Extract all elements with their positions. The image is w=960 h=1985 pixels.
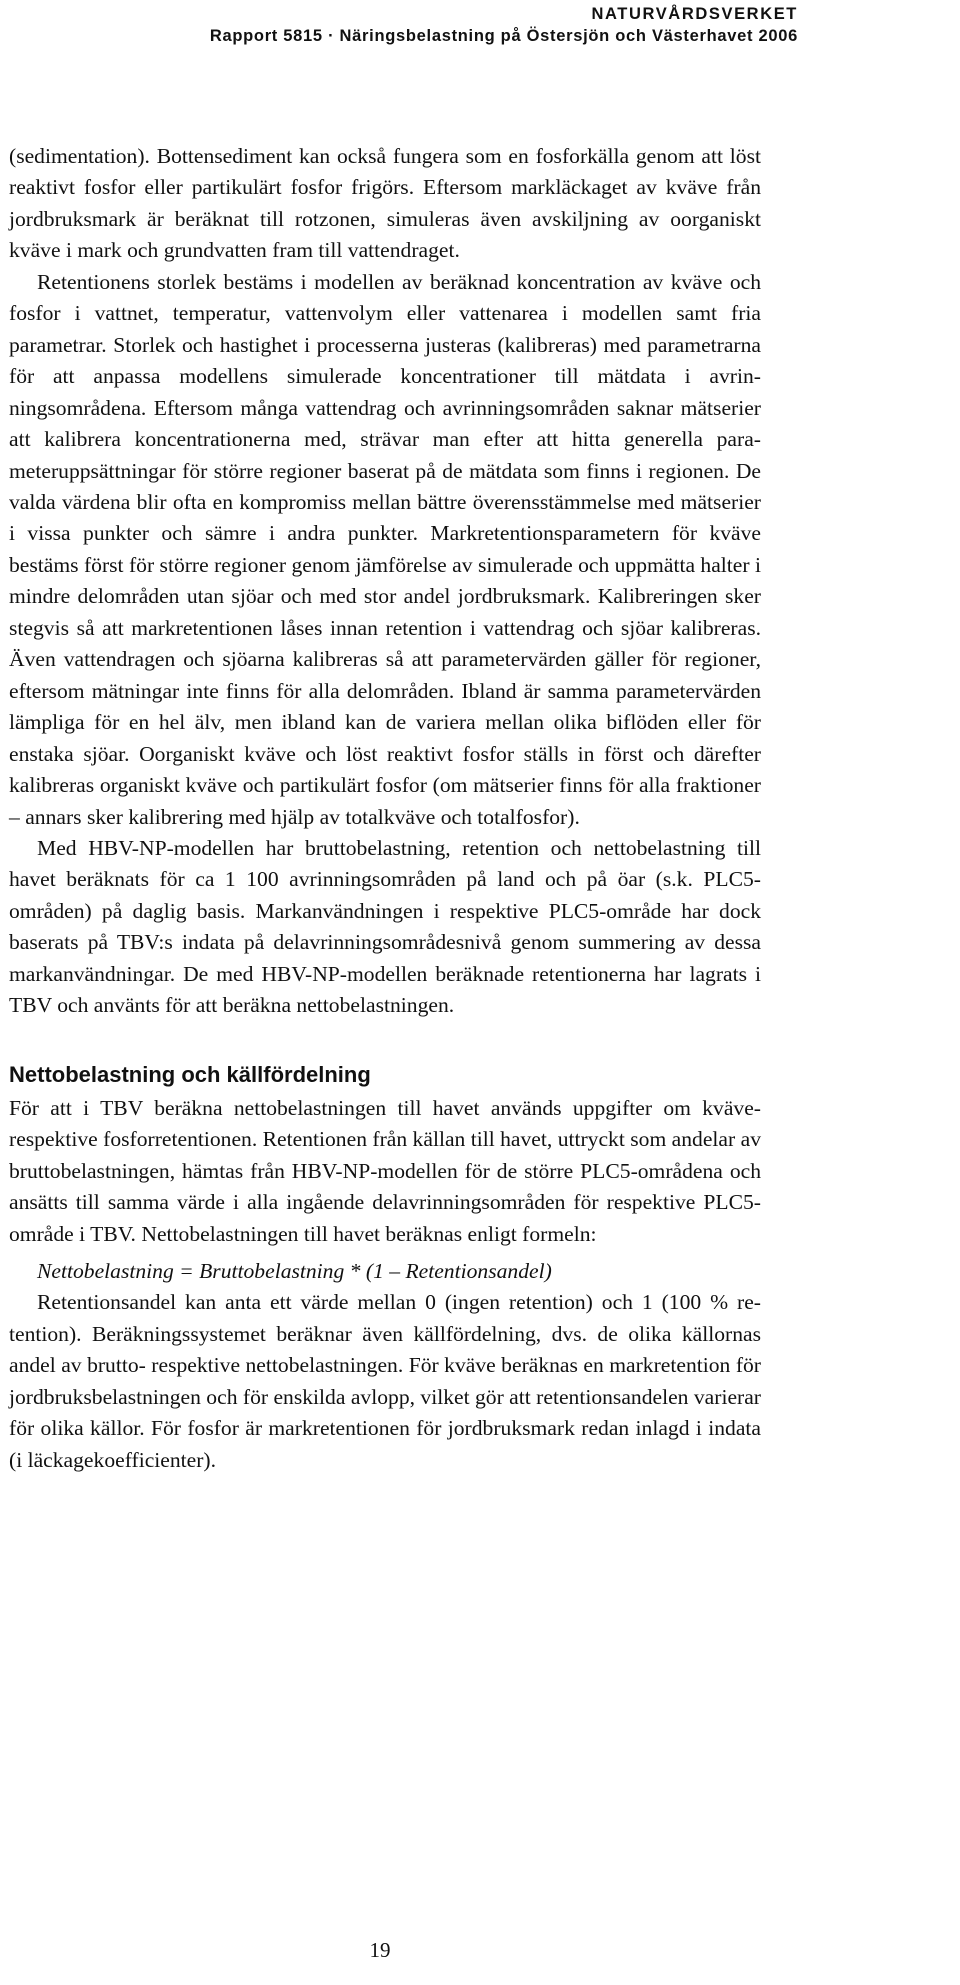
net-load-formula: Nettobelastning = Bruttobelastning * (1 – Retentionsandel) (37, 1258, 552, 1283)
paragraph-hbv-np-model: Med HBV-NP-modellen har bruttobelastning, retention och nettobelastning till havet beräknats för ca 1 100 avrinningsområden på land och på öar (s.k. PLC5-områden) på daglig basis. Markanvändningen i respektive PLC5-område har dock baserats på TBV:s indata på delavrinningsområdesnivå genom summering av dessa markanvändningar. De med HBV-NP-modellen beräknade retentionerna har lagrats i TBV och använts för att beräkna nettobelastningen. (9, 835, 761, 1018)
paragraph-net-load-intro: För att i TBV beräkna nettobelastningen till havet används uppgifter om kväve-respektive fosforretentionen. Retentionen från källan till havet, uttryckt som andelar av bruttobelastningen, hämtas från HBV-NP-modellen för de större PLC5-områdena och ansätts till samma värde i alla ingående delavrinningsområden för respektive PLC5-område i TBV. Nettobelastningen till havet beräknas enligt formeln: (9, 1095, 761, 1246)
report-title: Rapport 5815 · Näringsbelastning på Östersjön och Västerhavet 2006 (209, 27, 798, 45)
document-body (9, 141, 761, 1476)
page-number: 19 (369, 1938, 391, 1962)
paragraph-retention-calibration: Retentionens storlek bestäms i modellen av beräknad koncentration av kväve och fosfor i vattnet, temperatur, vattenvolym eller vattenarea i modellen samt fria parametrar. Storlek och hastighet i processerna justeras (kalibreras) med parametrarna för att anpassa modellens simulerade koncentrationer till mätdata i avrinningsområdena. Eftersom många vattendrag och avrinningsområden saknar mätserier att kalibrera koncentrationerna med, strävar man efter att hitta generella parameteruppsättningar för större regioner baserat på de mätdata som finns i regionen. De valda värdena blir ofta en kompromiss mellan bättre överensstämmelse med mätserier i vissa punkter och sämre i andra punkter. Markretentionsparametern för kväve bestäms först för större regioner genom jämförelse av simulerade och uppmätta halter i mindre delområden utan sjöar och med stor andel jordbruksmark. Kalibreringen sker stegvis så att markretentionen låses innan retention i vattendrag och sjöar kalibreras. Även vattendragen och sjöarna kalibreras så att parametervärden gäller för regioner, eftersom mätningar inte finns för alla delområden. Ibland är samma parametervärden lämpliga för en hel älv, men ibland kan de variera mellan olika biflöden eller för enstaka sjöar. Oorganiskt kväve och löst reaktivt fosfor ställs in först och därefter kalibreras organiskt kväve och partikulärt fosfor (om mätserier finns för alla fraktioner – annars sker kalibrering med hjälp av totalkväve och totalfosfor). (9, 269, 761, 829)
organization-name: NATURVÅRDSVERKET (591, 5, 798, 23)
paragraph-sedimentation: (sedimentation). Bottensediment kan också fungera som en fosforkälla genom att löst reaktivt fosfor eller partikulärt fosfor frigörs. Eftersom markläckaget av kväve från jordbruksmark är beräknat till rotzonen, simuleras även avskiljning av oorganiskt kväve i mark och grundvatten fram till vattendraget. (9, 144, 761, 263)
section-heading: Nettobelastning och källfördelning (9, 1061, 371, 1087)
paragraph-retention-share: Retentionsandel kan anta ett värde mellan 0 (ingen retention) och 1 (100 % retention). Beräkningssystemet beräknar även källfördelning, dvs. de olika källornas andel av brutto- respektive nettobelastningen. För kväve beräknas en markretention för jordbruksbelastningen och för enskilda avlopp, vilket gör att retentionsandelen varierar för olika källor. För fosfor är markretentionen för jordbruksmark redan inlagd i indata (i läckagekoefficienter). (9, 1290, 761, 1472)
page-header (210, 3, 798, 47)
